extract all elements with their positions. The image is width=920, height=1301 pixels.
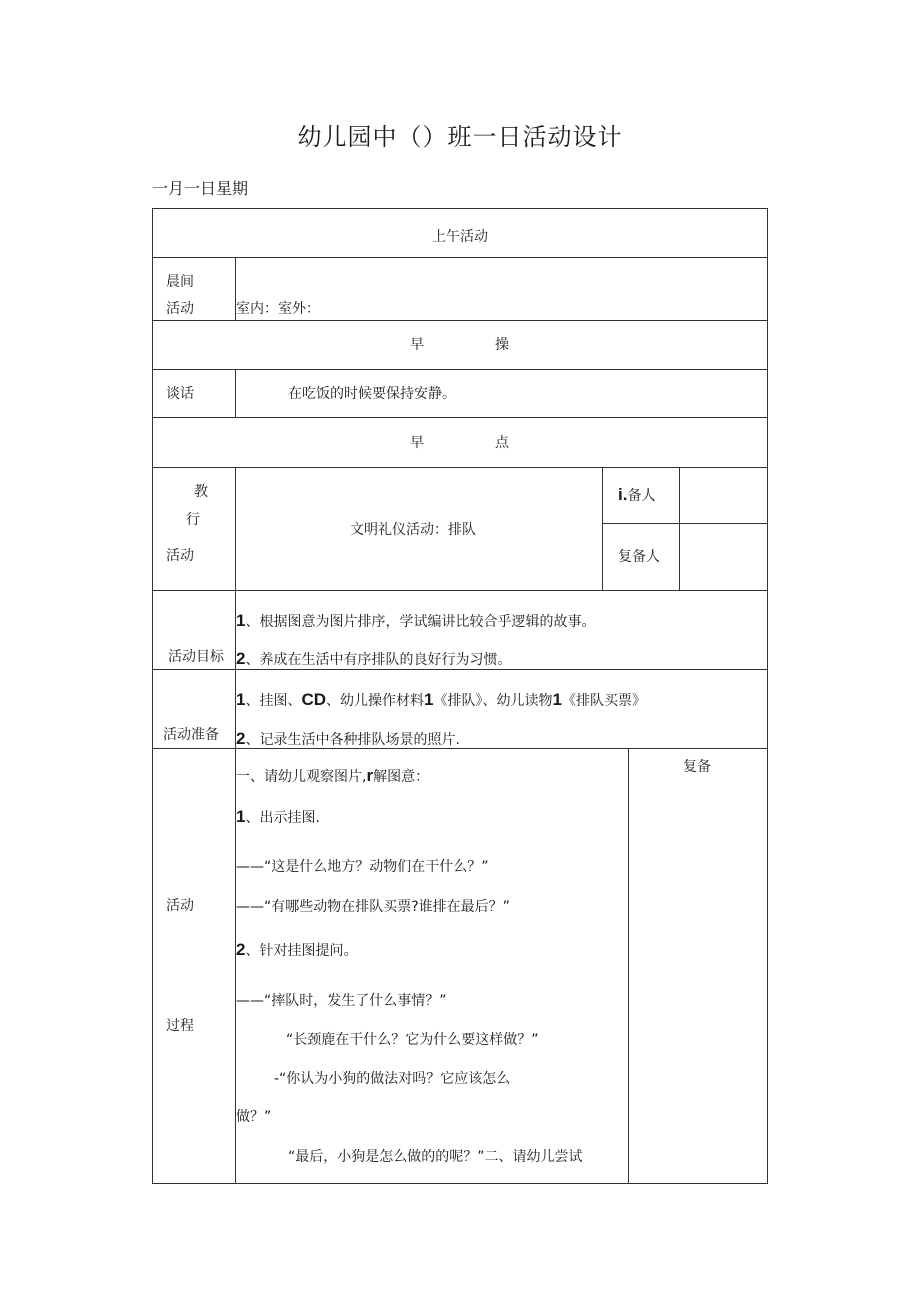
prep-text: 《排队买票》 xyxy=(561,693,646,709)
morning-activity-label: 晨间 xyxy=(166,274,194,290)
prep-number: 1 xyxy=(424,690,434,709)
process-label: 活动 xyxy=(166,898,194,914)
morning-snack-char: 点 xyxy=(495,435,509,451)
prep-text: 、幼儿操作材料 xyxy=(326,693,425,709)
preparation-line xyxy=(236,691,646,708)
goal-item xyxy=(236,612,595,629)
prep-number: 1 xyxy=(236,690,246,709)
prep-number: 1 xyxy=(552,690,562,709)
process-question: -“你认为小狗的做法对吗？它应该怎么 xyxy=(274,1071,511,1087)
goal-item xyxy=(236,650,511,667)
prep-text: 《排队》、幼儿读物 xyxy=(433,693,553,709)
process-number: 1 xyxy=(236,807,246,826)
process-review-header: 复备 xyxy=(683,759,711,775)
row-divider xyxy=(152,369,768,370)
preparer-text: 备人 xyxy=(627,488,656,504)
morning-snack-char: 早 xyxy=(410,435,424,451)
row-divider xyxy=(152,417,768,418)
row-divider xyxy=(152,467,768,468)
process-number: 2 xyxy=(236,940,246,959)
morning-exercise-char: 操 xyxy=(495,337,509,353)
goals-label: 活动目标 xyxy=(168,649,224,665)
goal-text: 、养成在生活中有序排队的良好行为习惯。 xyxy=(245,652,512,668)
talk-content: 在吃饭的时候要保持安静。 xyxy=(288,386,456,402)
row-divider xyxy=(152,257,768,258)
row-divider xyxy=(602,523,768,524)
process-question: 做？” xyxy=(236,1109,272,1125)
process-text: 、出示挂图. xyxy=(245,810,320,826)
process-question: ——“摔队时，发生了什么事情？” xyxy=(236,993,447,1009)
morning-section-header: 上午活动 xyxy=(432,229,488,245)
reviewer-label: 复备人 xyxy=(618,549,660,565)
column-divider xyxy=(628,748,629,1184)
prep-number: 2 xyxy=(236,729,246,748)
preparation-line xyxy=(236,730,460,747)
teaching-label: 行 xyxy=(186,512,200,528)
process-question: ——“这是什么地方？动物们在干什么？” xyxy=(236,859,489,875)
goal-number: 1 xyxy=(236,611,246,630)
process-step xyxy=(236,767,429,784)
process-question: “长颈鹿在干什么？它为什么要这样做？” xyxy=(286,1032,539,1048)
morning-activity-content: 室内：室外： xyxy=(236,301,320,317)
process-text: 一、请幼儿观察图片, xyxy=(236,769,367,785)
column-divider xyxy=(679,467,680,590)
process-substep xyxy=(236,808,320,825)
process-text: 、针对挂图提问。 xyxy=(245,943,358,959)
row-divider xyxy=(152,590,768,591)
process-substep xyxy=(236,941,357,958)
process-question: “最后，小狗是怎么做的的呢？”二、请幼儿尝试 xyxy=(288,1149,583,1165)
morning-exercise-char: 早 xyxy=(410,337,424,353)
talk-label: 谈话 xyxy=(166,386,194,402)
process-text: 解图意： xyxy=(373,769,430,785)
goal-number: 2 xyxy=(236,649,246,668)
prep-cd: CD xyxy=(301,690,327,709)
column-divider xyxy=(602,467,603,590)
morning-activity-label: 活动 xyxy=(166,301,194,317)
prep-text: 、记录生活中各种排队场景的照片. xyxy=(245,732,460,748)
page-title: 幼儿园中（）班一日活动设计 xyxy=(297,123,623,151)
teaching-label: 活动 xyxy=(166,548,194,564)
process-question: ——“有哪些动物在排队买票?谁排在最后？” xyxy=(236,899,510,915)
row-divider xyxy=(152,320,768,321)
teaching-content: 文明礼仪活动：排队 xyxy=(350,522,476,538)
date-line: 一月一日星期 xyxy=(152,179,249,198)
row-divider xyxy=(152,669,768,670)
preparation-label: 活动准备 xyxy=(163,727,219,743)
prep-text: 、挂图、 xyxy=(245,693,302,709)
preparer-label xyxy=(618,486,655,503)
column-divider xyxy=(235,369,236,417)
preparer-mark: i. xyxy=(618,485,628,504)
goal-text: 、根据图意为图片排序，学试编讲比较合乎逻辑的故事。 xyxy=(245,614,596,630)
process-glyph: r xyxy=(366,766,374,785)
process-label: 过程 xyxy=(166,1018,194,1034)
row-divider xyxy=(152,748,768,749)
teaching-label: 教 xyxy=(194,484,208,500)
